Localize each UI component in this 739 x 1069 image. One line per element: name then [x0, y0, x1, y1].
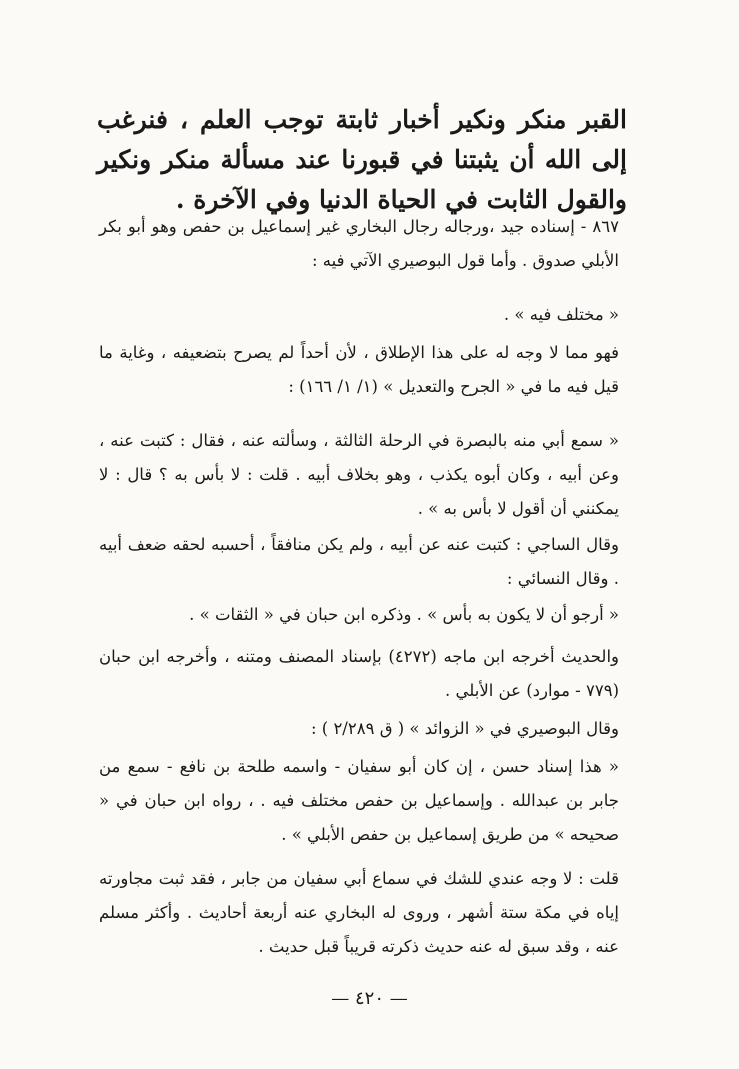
closing-paragraph: قلت : لا وجه عندي للشك في سماع أبي سفيان من جابر ، فقد ثبت مجاورته إياه في مكة ستة أشهر ، وروى له البخاري عنه أربعة أحاديث . وأكثر مسلم عنه ، وقد سبق له عنه حديث ذكرته قريباً قبل حديث . — [99, 869, 619, 956]
main-text-paragraph: القبر منكر ونكير أخبار ثابتة توجب العلم ، فنرغب إلى الله أن يثبتنا في قبورنا عند مسألة منكر ونكير والقول الثابت في الحياة الدنيا وفي الآخرة . — [97, 105, 627, 214]
footnote-867: ٨٦٧ - إسناده جيد ،ورجاله رجال البخاري غير إسماعيل بن حفص وهو أبو بكر الأبلي صدوق . وأما قول البوصيري الآتي فيه : — [99, 217, 619, 270]
quote-mukhtalaf: « مختلف فيه » . — [503, 305, 619, 324]
quote-jarh-tadil: « سمع أبي منه بالبصرة في الرحلة الثالثة ، وسألته عنه ، فقال : كتبت عنه ، وعن أبيه ، وكان أبوه يكذب ، وهو بخلاف أبيه . قلت : لا بأس به ؟ قال : لا يمكنني أن أقول لا بأس به » . — [99, 431, 619, 518]
saji-nasai-paragraph: وقال الساجي : كتبت عنه عن أبيه ، ولم يكن منافقاً ، أحسبه لحقه ضعف أبيه . وقال النسائي : — [99, 535, 619, 588]
quote-zawaid: « هذا إسناد حسن ، إن كان أبو سفيان - واسمه طلحة بن نافع - سمع من جابر بن عبدالله . وإسماعيل بن حفص مختلف فيه . ، رواه ابن حبان في « صحيحه » من طريق إسماعيل بن حفص الأبلي » . — [99, 757, 619, 844]
takhrij-paragraph: والحديث أخرجه ابن ماجه (٤٢٧٢) بإسناد المصنف ومتنه ، وأخرجه ابن حبان (٧٧٩ - موارد) عن الأبلي . — [99, 647, 619, 700]
busiri-intro: وقال البوصيري في « الزوائد » ( ق ٢/٢٨٩ ) : — [310, 719, 619, 738]
page-number: — ٤٢٠ — — [331, 988, 408, 1009]
quote-nasai: « أرجو أن لا يكون به بأس » . وذكره ابن حبان في « الثقات » . — [189, 605, 619, 624]
commentary-paragraph: فهو مما لا وجه له على هذا الإطلاق ، لأن أحداً لم يصرح بتضعيفه ، وغاية ما قيل فيه ما في « الجرح والتعديل » (١/ ١/ ١٦٦) : — [99, 343, 619, 396]
